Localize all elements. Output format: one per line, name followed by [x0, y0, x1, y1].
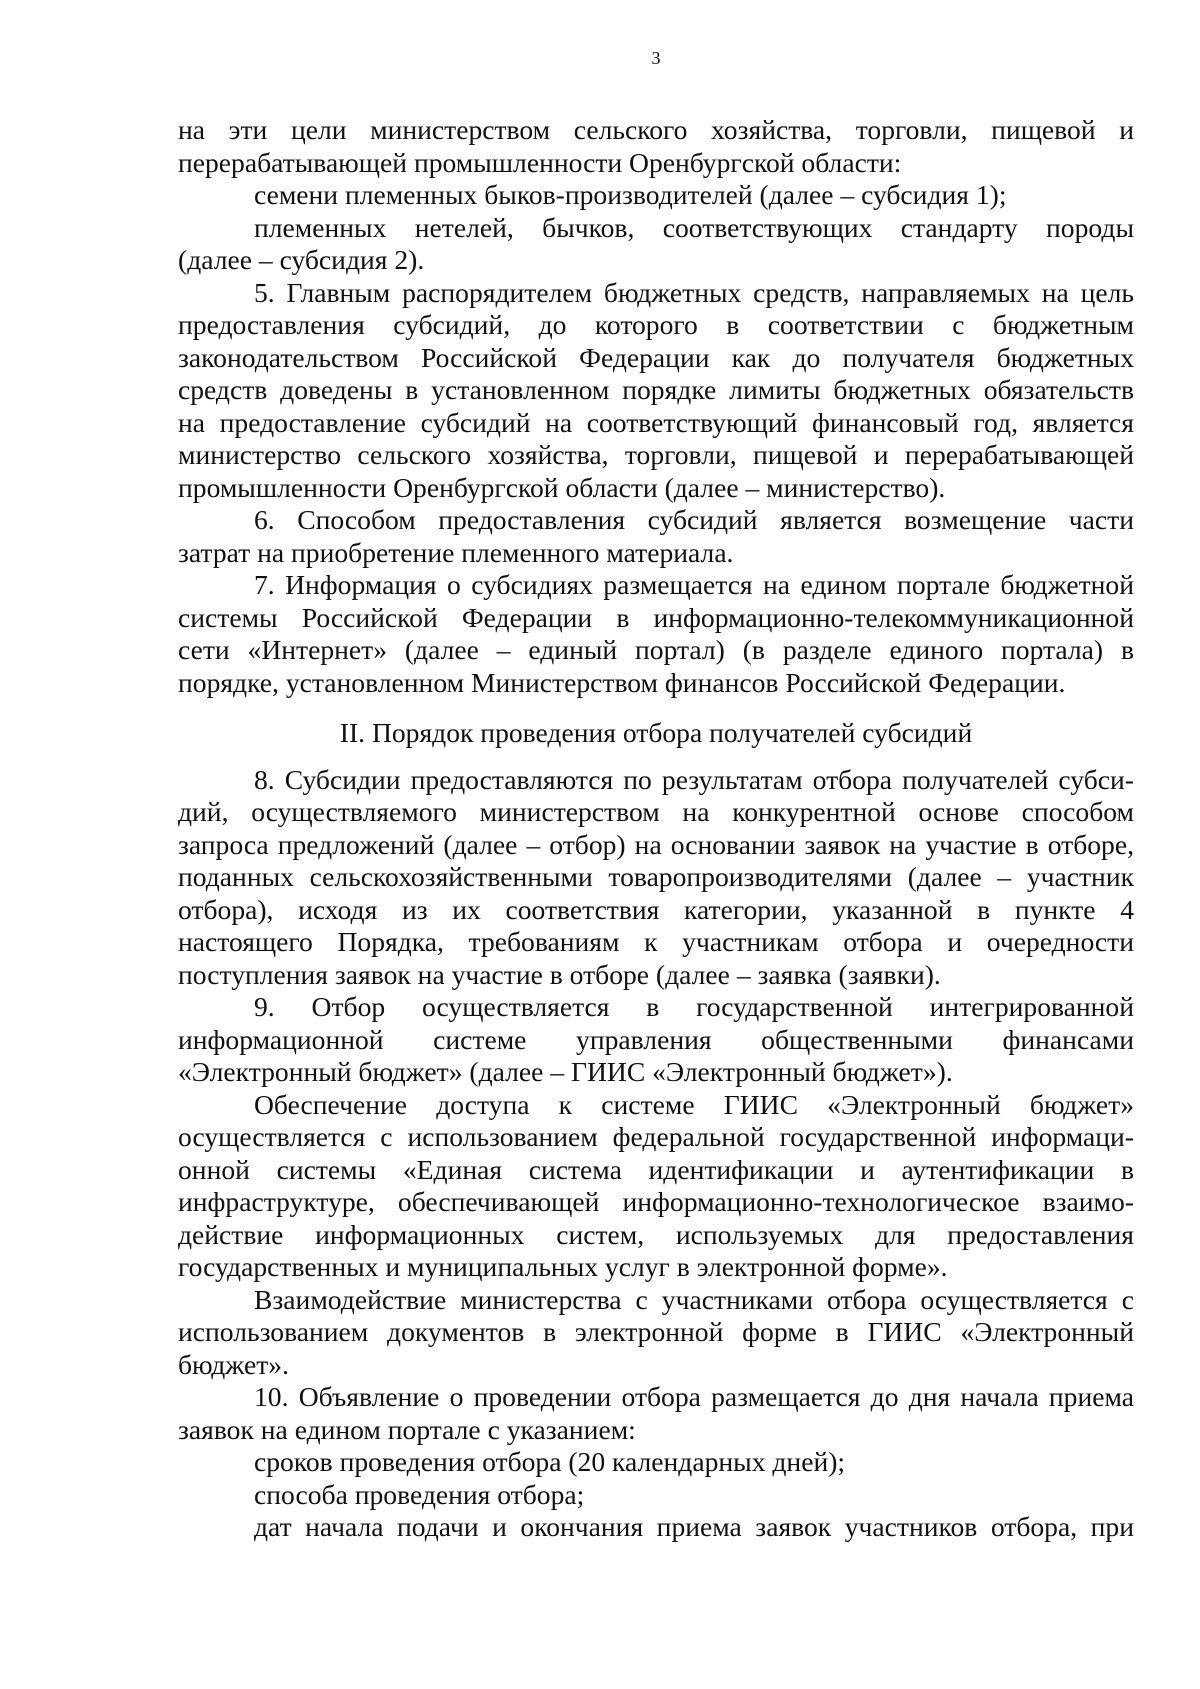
- paragraph-line: 10. Объявление о проведении отбора размещается до дня начала приема: [254, 1381, 1134, 1412]
- paragraph-line: средств доведены в установленном порядке лимиты бюджетных обязательств: [178, 374, 1134, 405]
- paragraph-line: 6. Способом предоставления субсидий является возмещение части: [254, 504, 1134, 535]
- paragraph-line: 5. Главным распорядителем бюджетных средств, направляемых на цель: [254, 276, 1134, 308]
- paragraph-line: дий, осуществляемого министерством на конкурентной основе способом: [178, 796, 1134, 827]
- paragraph-line: Обеспечение доступа к системе ГИИС «Электронный бюджет»: [254, 1088, 1134, 1120]
- paragraph-line: порядке, установленном Министерством финансов Российской Федерации.: [178, 666, 1066, 698]
- paragraph-line: использованием документов в электронной форме в ГИИС «Электронный: [178, 1316, 1134, 1347]
- paragraph-line: поступления заявок на участие в отборе (далее – заявка (заявки).: [178, 958, 941, 990]
- paragraph-line: законодательством Российской Федерации как до получателя бюджетных: [178, 341, 1134, 373]
- paragraph-line: дат начала подачи и окончания приема заявок участников отбора, при: [254, 1511, 1134, 1542]
- paragraph-line: предоставления субсидий, до которого в соответствии с бюджетным: [178, 309, 1134, 340]
- paragraph-line: племенных нетелей, бычков, соответствующих стандарту породы: [254, 211, 1134, 243]
- paragraph-line: информационной системе управления общественными финансами: [178, 1023, 1134, 1055]
- paragraph-line: министерство сельского хозяйства, торговли, пищевой и перерабатывающей: [178, 439, 1134, 470]
- paragraph-line: бюджет».: [178, 1348, 289, 1380]
- paragraph-line: заявок на едином портале с указанием:: [178, 1413, 636, 1445]
- paragraph-line: (далее – субсидия 2).: [178, 244, 425, 275]
- paragraph-line: действие информационных систем, используемых для предоставления: [178, 1218, 1134, 1250]
- paragraph-line: инфраструктуре, обеспечивающей информационно-технологическое взаимо-: [178, 1186, 1134, 1217]
- paragraph-line: отбора), исходя из их соответствия категории, указанной в пункте 4: [178, 893, 1134, 925]
- paragraph-line: государственных и муниципальных услуг в электронной форме».: [178, 1251, 948, 1282]
- section-heading: II. Порядок проведения отбора получателей субсидий: [339, 717, 973, 748]
- paragraph-line: Взаимодействие министерства с участниками отбора осуществляется с: [254, 1283, 1134, 1315]
- paragraph-line: сроков проведения отбора (20 календарных дней);: [254, 1446, 846, 1477]
- paragraph-line: 9. Отбор осуществляется в государственной интегрированной: [254, 991, 1134, 1022]
- paragraph-line: перерабатывающей промышленности Оренбургской области:: [178, 146, 902, 178]
- paragraph-line: системы Российской Федерации в информационно-телекоммуникационной: [178, 601, 1134, 633]
- paragraph-line: поданных сельскохозяйственными товаропроизводителями (далее – участник: [178, 861, 1134, 892]
- paragraph-line: способа проведения отбора;: [254, 1478, 585, 1510]
- paragraph-line: промышленности Оренбургской области (далее – министерство).: [178, 471, 946, 503]
- page-number: 3: [651, 48, 661, 68]
- paragraph-line: на предоставление субсидий на соответствующий финансовый год, является: [178, 406, 1134, 438]
- paragraph-line: 7. Информация о субсидиях размещается на едином портале бюджетной: [254, 569, 1134, 600]
- paragraph-line: запроса предложений (далее – отбор) на основании заявок на участие в отборе,: [178, 828, 1134, 860]
- paragraph-line: затрат на приобретение племенного материала.: [178, 536, 734, 568]
- document-body: [178, 114, 1134, 1544]
- paragraph-line: онной системы «Единая система идентификации и аутентификации в: [178, 1153, 1134, 1185]
- paragraph-line: семени племенных быков-производителей (далее – субсидия 1);: [254, 179, 1007, 210]
- paragraph-line: «Электронный бюджет» (далее – ГИИС «Электронный бюджет»).: [178, 1056, 953, 1087]
- paragraph-line: на эти цели министерством сельского хозяйства, торговли, пищевой и: [178, 114, 1134, 145]
- paragraph-line: сети «Интернет» (далее – единый портал) (в разделе единого портала) в: [178, 634, 1134, 665]
- paragraph-line: 8. Субсидии предоставляются по результатам отбора получателей субси-: [254, 763, 1134, 795]
- paragraph-line: настоящего Порядка, требованиям к участникам отбора и очередности: [178, 926, 1134, 957]
- paragraph-line: осуществляется с использованием федеральной государственной информаци-: [178, 1121, 1134, 1152]
